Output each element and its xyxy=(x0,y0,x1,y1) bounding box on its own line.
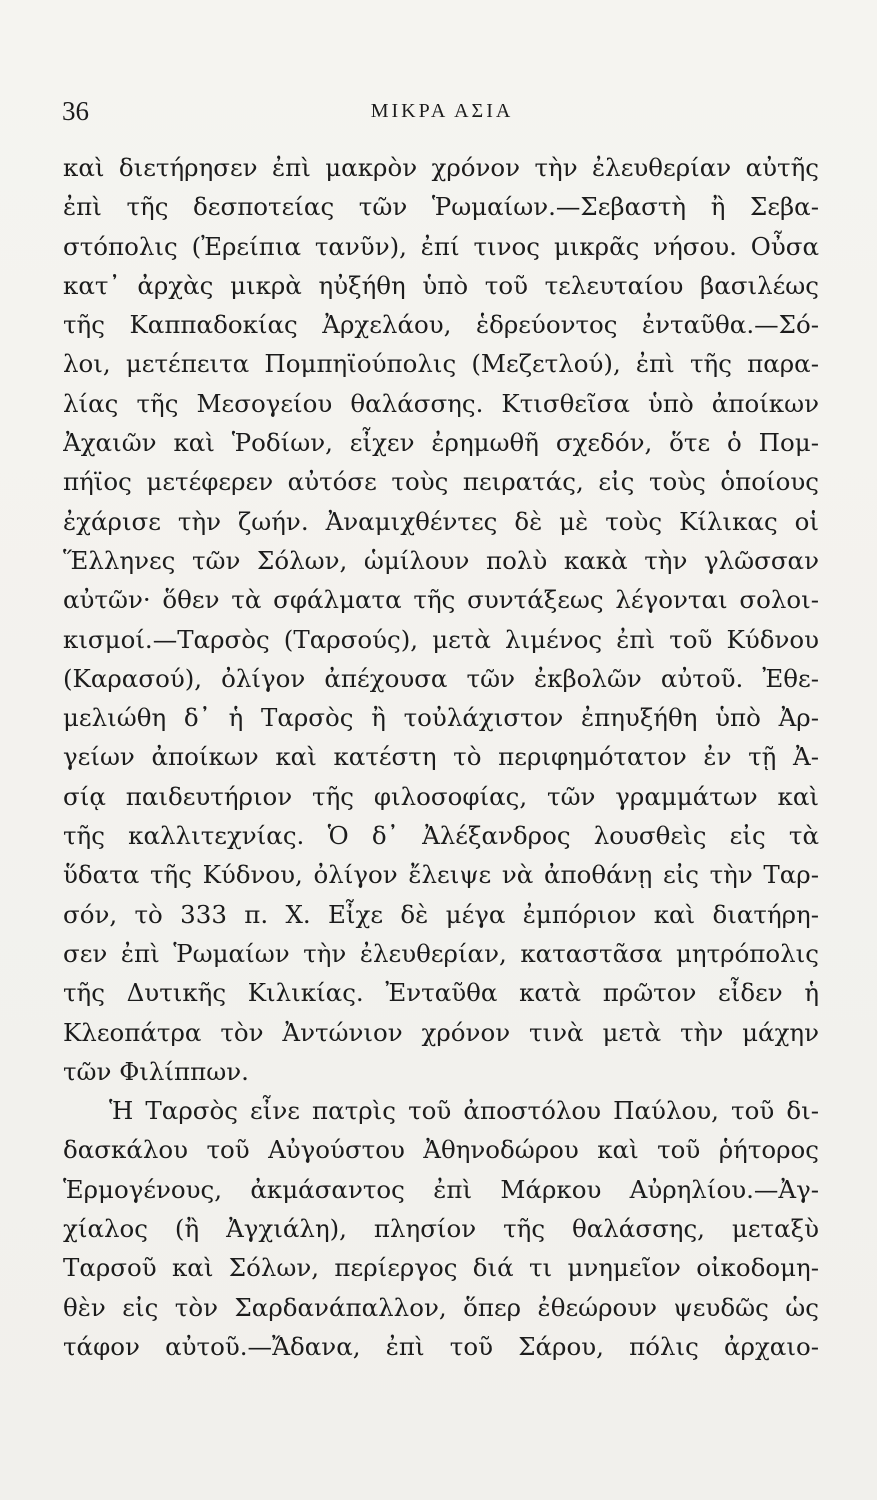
page-header xyxy=(62,96,822,136)
text-line: Ἕλληνες τῶν Σόλων, ὡμίλουν πολὺ κακὰ τὴν γλῶσσαν xyxy=(63,545,819,575)
running-title: ΜΙΚΡΑ ΑΣΙΑ xyxy=(370,100,514,122)
text-line: ὕδατα τῆς Κύδνου, ὀλίγον ἔλειψε νὰ ἀποθάνῃ εἰς τὴν Ταρ- xyxy=(63,860,819,890)
text-line: σίᾳ παιδευτήριον τῆς φιλοσοφίας, τῶν γραμμάτων καὶ xyxy=(63,781,819,811)
text-line: Ἑρμογένους, ἀκμάσαντος ἐπὶ Μάρκου Αὐρηλίου.—Ἀγ- xyxy=(63,1174,819,1204)
text-line: καὶ διετήρησεν ἐπὶ μακρὸν χρόνον τὴν ἐλευθερίαν αὐτῆς xyxy=(63,153,819,182)
text-line: Κλεοπάτρα τὸν Ἀντώνιον χρόνον τινὰ μετὰ τὴν μάχην xyxy=(63,1017,819,1047)
text-line: αὐτῶν· ὅθεν τὰ σφάλματα τῆς συντάξεως λέγονται σολοι- xyxy=(63,585,819,615)
text-line: λίας τῆς Μεσογείου θαλάσσης. Κτισθεῖσα ὑπὸ ἀποίκων xyxy=(63,388,819,418)
text-line: γείων ἀποίκων καὶ κατέστη τὸ περιφημότατον ἐν τῇ Ἀ- xyxy=(63,742,819,772)
text-line: τάφον αὐτοῦ.—Ἄδανα, ἐπὶ τοῦ Σάρου, πόλις ἀρχαιο- xyxy=(63,1331,819,1361)
text-line-paragraph-end: τῶν Φιλίππων. xyxy=(63,1056,249,1086)
text-line: ἐπὶ τῆς δεσποτείας τῶν Ῥωμαίων.—Σεβαστὴ ἢ Σεβα- xyxy=(63,192,819,222)
text-line: τῆς καλλιτεχνίας. Ὁ δ᾽ Ἀλέξανδρος λουσθεὶς εἰς τὰ xyxy=(63,821,819,851)
text-line: Ταρσοῦ καὶ Σόλων, περίεργος διά τι μνημεῖον οἰκοδομη- xyxy=(63,1253,819,1283)
text-line: σεν ἐπὶ Ῥωμαίων τὴν ἐλευθερίαν, καταστᾶσα μητρόπολις xyxy=(63,938,819,968)
text-line: κατ᾽ ἀρχὰς μικρὰ ηὐξήθη ὑπὸ τοῦ τελευταίου βασιλέως xyxy=(63,270,819,300)
text-line: λοι, μετέπειτα Πομπηϊούπολις (Μεζετλού), ἐπὶ τῆς παρα- xyxy=(63,349,819,379)
text-line: ἐχάρισε τὴν ζωήν. Ἀναμιχθέντες δὲ μὲ τοὺς Κίλικας οἱ xyxy=(63,506,819,536)
text-line-paragraph-start: Ἡ Ταρσὸς εἶνε πατρὶς τοῦ ἀποστόλου Παύλου, τοῦ δι- xyxy=(109,1096,819,1126)
text-line: σόν, τὸ 333 π. Χ. Εἶχε δὲ μέγα ἐμπόριον καὶ διατήρη- xyxy=(63,899,819,929)
text-line: πήϊος μετέφερεν αὐτόσε τοὺς πειρατάς, εἰς τοὺς ὁποίους xyxy=(63,467,819,497)
text-line: τῆς Δυτικῆς Κιλικίας. Ἐνταῦθα κατὰ πρῶτον εἶδεν ἡ xyxy=(63,978,819,1008)
page-number: 36 xyxy=(62,96,89,126)
text-line: (Καρασού), ὀλίγον ἀπέχουσα τῶν ἐκβολῶν αὐτοῦ. Ἐθε- xyxy=(63,663,819,693)
text-line: μελιώθη δ᾽ ἡ Ταρσὸς ἢ τοὐλάχιστον ἐπηυξήθη ὑπὸ Ἀρ- xyxy=(63,703,819,733)
text-line: χίαλος (ἢ Ἀγχιάλη), πλησίον τῆς θαλάσσης, μεταξὺ xyxy=(63,1214,819,1244)
body-text xyxy=(63,148,819,1366)
text-line: δασκάλου τοῦ Αὐγούστου Ἀθηνοδώρου καὶ τοῦ ῥήτορος xyxy=(63,1135,819,1165)
text-line: Ἀχαιῶν καὶ Ῥοδίων, εἶχεν ἐρημωθῆ σχεδόν, ὅτε ὁ Πομ- xyxy=(63,428,819,458)
text-line: κισμοί.—Ταρσὸς (Ταρσούς), μετὰ λιμένος ἐπὶ τοῦ Κύδνου xyxy=(63,624,819,654)
text-line: στόπολις (Ἐρείπια τανῦν), ἐπί τινος μικρᾶς νήσου. Οὖσα xyxy=(63,231,819,261)
text-line: τῆς Καππαδοκίας Ἀρχελάου, ἑδρεύοντος ἐνταῦθα.—Σό- xyxy=(63,310,819,340)
text-line: θὲν εἰς τὸν Σαρδανάπαλλον, ὅπερ ἐθεώρουν ψευδῶς ὡς xyxy=(63,1292,819,1322)
